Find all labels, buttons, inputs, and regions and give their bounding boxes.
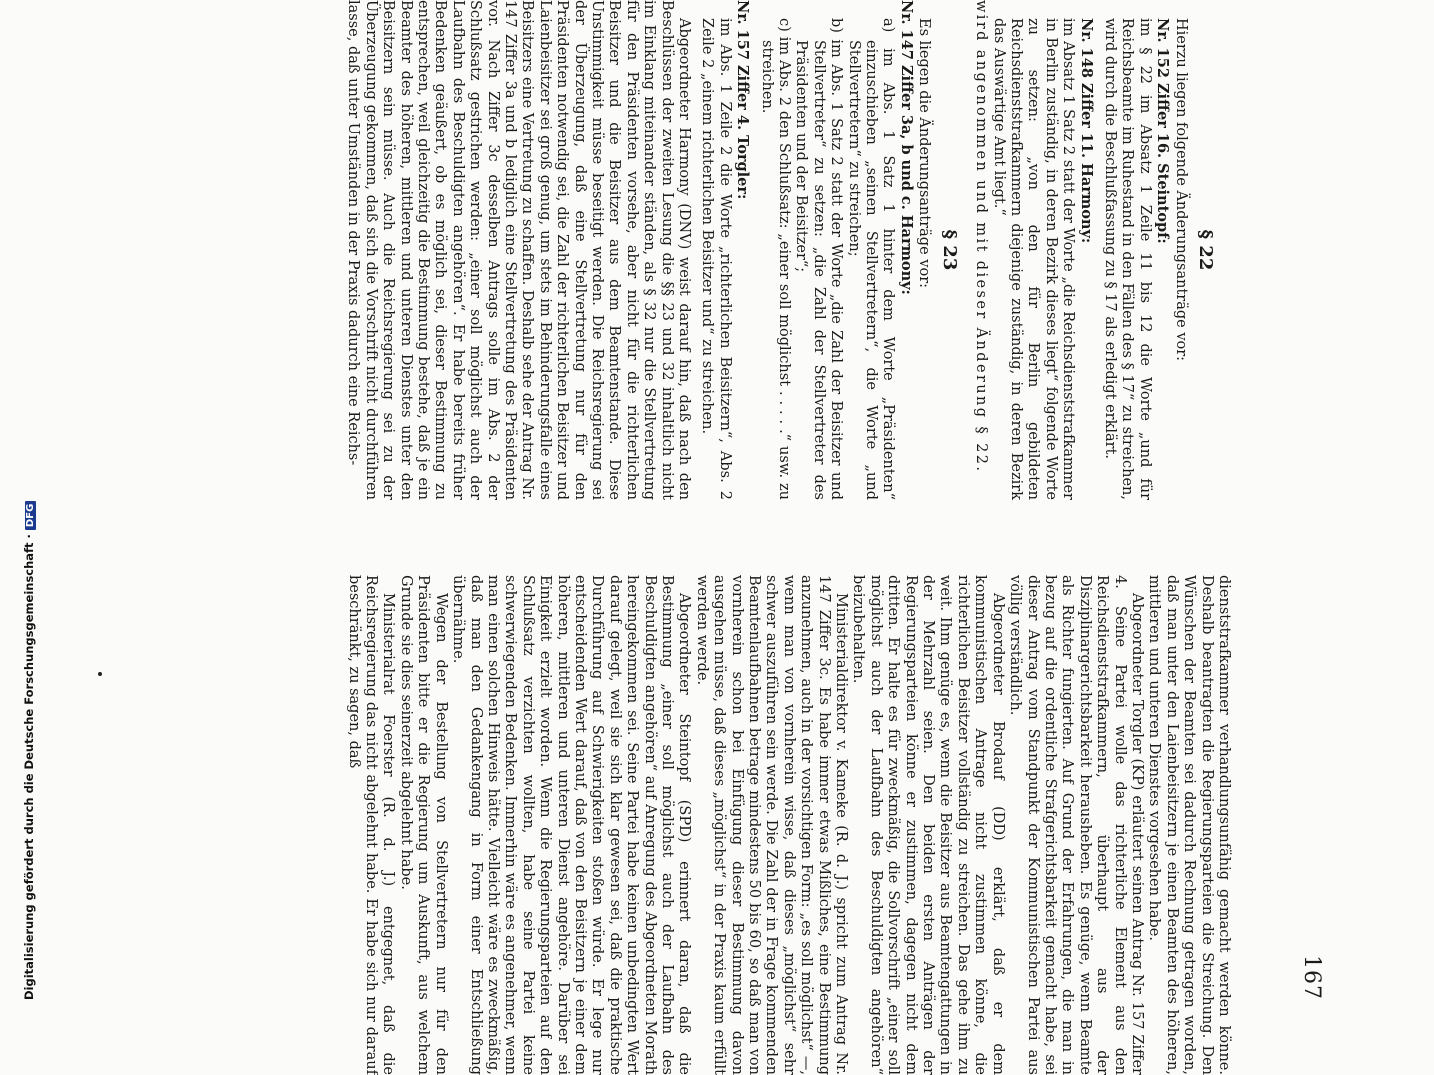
footer-text: Digitalisierung gefördert durch die Deutsche Forschungsgemeinschaft · [22,534,36,1000]
paragraph: Ministerialdirektor v. Kameke (R. d. J.) spricht zum Antrag Nr. 147 Ziffer 3c. Es habe immer etwas Mißliches, eine Bestimmung anzunehmen, auch in der vorsichtigen Form: „es soll möglichst“ —, wenn man von vornherein wisse, daß dieses „möglichst“ sehr schwer auszuführen sein werde. Die Zahl der in Frage kommenden Beamtenlaufbahnen betrage mindestens 50 bis 60, so daß man von vornherein schon bei Einfügung dieser Bestimmung davon ausgehen müsse, daß dieses „möglichst“ in der Praxis kaum erfüllt werden werde. [693,575,850,1075]
amendment-heading: Nr. 152 Ziffer 16. Steintopf: [1154,18,1172,244]
amendment-item: b) im Abs. 1 Satz 2 statt der Worte „die Zahl der Beisitzer und Stellvertreter“ zu setzen: „die Zahl der Stellvertreter des Präsidenten und der Beisitzer“; [793,18,845,500]
paragraph: Es liegen die Änderungsanträge vor: [916,18,933,289]
paragraph: Hierzu liegen folgende Änderungsanträge vor: [1172,18,1189,362]
paragraph: Abgeordneter Torgler (KP) erläutert seinen Antrag Nr. 157 Ziffer 4. Seine Partei wolle das richterliche Element aus den Reichsdienststrafkammern, überhaupt aus der Disziplinargerichtsbarkeit herausheben. Es genüge, wenn Beamte als Richter fungierten. Auf Grund der Erfahrungen, die man in bezug auf die ordentliche Strafgerichtsbarkeit gemacht habe, sei dieser Antrag vom Standpunkt der Kommunistischen Partei aus völlig verständlich. [1007,575,1145,1075]
amendment-text: im Abs. 1 Zeile 2 die Worte „richterlichen Beisitzern“, Abs. 2 Zeile 2 „einem richterlichen Beisitzer und“ zu streichen. [699,18,733,500]
amendment-heading: Nr. 148 Ziffer 11. Harmony: [1077,18,1095,244]
document-page [130,0,1324,1075]
paragraph: Wegen der Bestellung von Stellvertretern nur für den Präsidenten bitte er die Regierung um Auskunft, aus welchem Grunde sie dies seinerzeit abgelehnt habe. [397,575,449,1075]
amendment-item: a) im Abs. 1 Satz 1 hinter dem Worte „Präsidenten“ einzuschieben „seinen Stellvertretern“, die Worte „und Stellvertretern“ zu streichen; [845,18,897,500]
paragraph: Abgeordneter Harmony (DNV) weist darauf hin, daß nach den Beschlüssen der zweiten Lesung die §§ 23 und 32 inhaltlich nicht im Einklang miteinander ständen, als § 32 nur die Stellvertretung für den Präsidenten vorsehe, aber nicht für die richterlichen Beisitzer und die Beisitzer aus dem Beamtenstande. Diese Unstimmigkeit müsse beseitigt werden. Die Reichsregierung sei der Überzeugung, daß eine Stellvertretung nur für den Präsidenten notwendig sei, die Zahl der richterlichen Beisitzer und Laienbeisitzer sei groß genug, um stets im Behinderungsfalle eines Beisitzers eine Vertretung zu schaffen. Deshalb sehe der Antrag Nr. 147 Ziffer 3a und b lediglich eine Stellvertretung des Präsidenten vor. Nach Ziffer 3c desselben Antrags solle im Abs. 2 der Schlußsatz gestrichen werden: „einer soll möglichst auch der Laufbahn des Beschuldigten angehören“. Er habe bereits früher Bedenken geäußert, ob es möglich sei, dieser Bestimmung zu entsprechen, weil gleichzeitig die Bestimmung bestehe, daß je ein Beamter des höheren, mittleren und unteren Dienstes unter den Beisitzern sein müsse. Auch die Reichsregierung sei zu der Überzeugung gekommen, daß sich die Vorschrift nicht durchführen lasse, daß unter Umständen in der Praxis dadurch eine Reichs- [345,0,693,500]
amendment-heading: Nr. 157 Ziffer 4. Torgler: [734,0,752,200]
page-number: 167 [1299,955,1324,1000]
section-heading: § 22 [1195,229,1216,271]
amendment-text: im Absatz 1 Satz 2 statt der Worte „die Reichsdienststrafkammer in Berlin zuständig, in deren Bezirk dieses liegt“ folgende Worte zu setzen: „von den für Berlin gebildeten Reichsdienststrafkammern diejenige zuständig, in deren Bezirk das Auswärtige Amt liegt.“ [990,18,1077,500]
amendment-heading: Nr. 147 Ziffer 3a, b und c. Harmony: [897,0,915,295]
footer-strip [0,0,36,1000]
right-column [344,575,1232,1075]
amendment-item: c) im Abs. 2 den Schlußsatz: „einer soll möglichst . . . . .“ usw. zu streichen. [758,18,793,500]
paragraph: Abgeordneter Brodauf (DD) erklärt, daß er dem kommunistischen Antrage nicht zustimmen könne, die richterlichen Beisitzer vollständig zu streichen. Das gehe ihm zu weit. Ihm genüge es, wenn die Beisitzer aus Beamtengattungen in der Mehrzahl seien. Den beiden ersten Anträgen der Regierungsparteien könne er zustimmen, dagegen nicht dem dritten. Er halte es für zweckmäßig, die Sollvorschrift „einer soll möglichst auch der Laufbahn des Beschuldigten angehören“ beizubehalten. [850,575,1006,1075]
amendment-text: im § 22 im Absatz 1 Zeile 11 bis 12 die Worte „und für Reichsbeamte im Ruhestand in den Fällen des § 17“ zu streichen, wird durch die Beschlußfassung zu § 17 als erledigt erklärt. [1101,18,1153,500]
dfg-logo: DFG [25,501,36,530]
paragraph: Ministerialrat Foerster (R. d. J.) entgegnet, daß die Reichsregierung das nicht abgelehnt habe. Er habe sich nur darauf beschränkt, zu sagen, daß [345,575,397,1075]
paragraph: dienststrafkammer verhandlungsunfähig gemacht werden könne. Deshalb beantragten die Regierungsparteien die Streichung. Den Wünschen der Beamten sei dadurch Rechnung getragen worden, daß man unter den Laienbeisitzern je einen Beamten des höheren, mittleren und unteren Dienstes vorgesehen habe. [1146,575,1232,1075]
resolution: wird angenommen und mit dieser Änderung § 22. [973,0,990,474]
section-heading: § 23 [938,229,960,271]
paragraph: Abgeordneter Steintopf (SPD) erinnert daran, daß die Bestimmung „einer soll möglichst auch der Laufbahn des Beschuldigten angehören“ auf Anregung des Abgeordneten Morath hereingekommen sei. Seine Partei habe keinen unbedingten Wert darauf gelegt, weil sie sich klar gewesen sei, daß die praktische Durchführung auf Schwierigkeiten stoßen würde. Er lege nur entscheidenden Wert darauf, daß von den Beisitzern je einer dem höheren, mittleren und unteren Dienst angehöre. Darüber sei Einigkeit erzielt worden. Wenn die Regierungsparteien auf den Schlußsatz verzichten wollten, habe seine Partei keine schwerwiegenden Bedenken. Immerhin wäre es angenehmer, wenn man einen solchen Hinweis hätte. Vielleicht wäre es zweckmäßig, daß man den Gedankengang in Form einer Entschließung übernähme. [450,575,693,1075]
speck-dot [98,672,102,676]
footer-credit [22,501,36,1000]
left-column [344,0,1220,500]
